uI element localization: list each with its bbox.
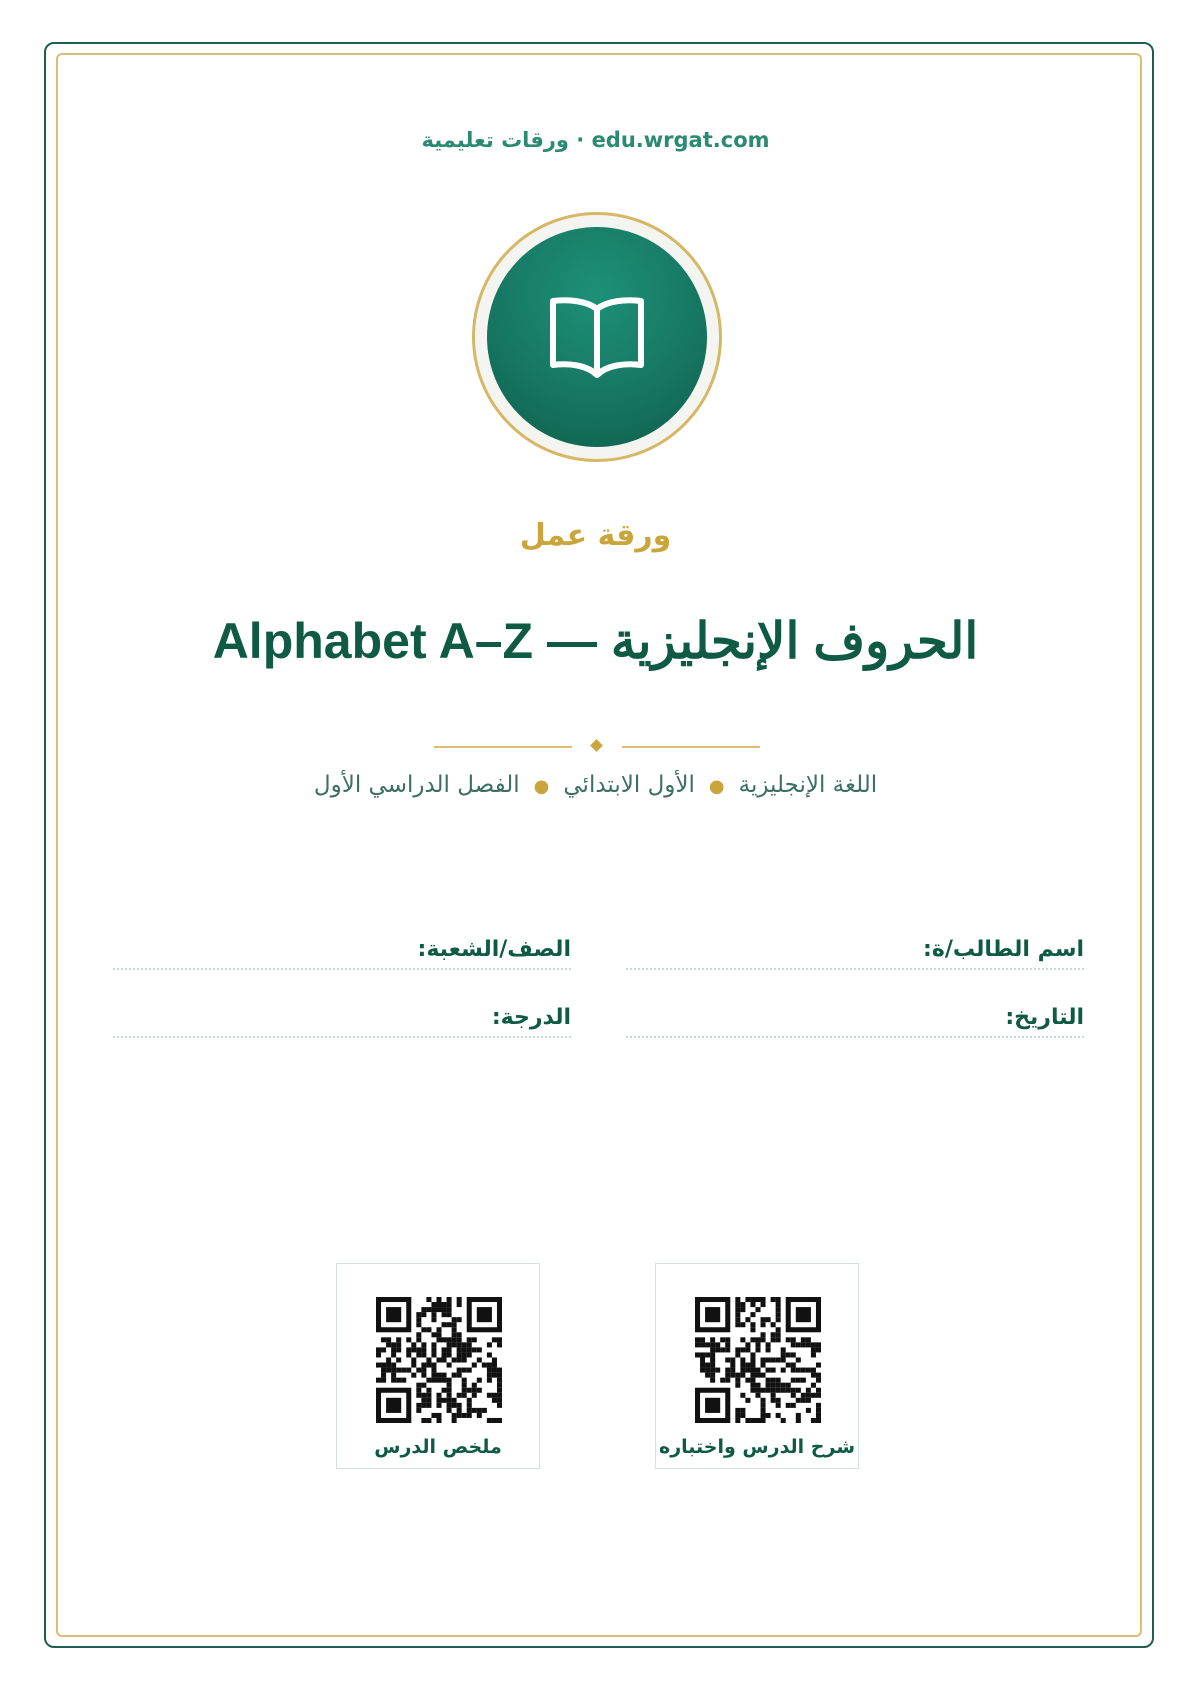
- qr-caption-explanation: شرح الدرس واختباره: [658, 1436, 856, 1458]
- student-name-field[interactable]: [626, 932, 1084, 970]
- site-header: edu.wrgat.com · ورقات تعليمية: [421, 128, 770, 152]
- class-section-label: الصف/الشعبة:: [417, 937, 571, 962]
- emblem: [487, 227, 707, 447]
- grade-label: الدرجة:: [491, 1005, 571, 1030]
- qr-caption-summary: ملخص الدرس: [374, 1436, 502, 1458]
- bullet-icon: ●: [708, 776, 725, 797]
- qr-code-icon: [695, 1297, 821, 1423]
- worksheet-label: ورقة عمل: [519, 518, 672, 553]
- divider-line-left: [434, 746, 572, 748]
- meta-line: [0, 772, 1191, 798]
- class-section-field[interactable]: [113, 932, 571, 970]
- bullet-icon: ●: [533, 776, 550, 797]
- student-name-label: اسم الطالب/ة:: [923, 937, 1084, 962]
- date-field[interactable]: [626, 1000, 1084, 1038]
- date-label: التاريخ:: [1005, 1005, 1084, 1030]
- page-title: الحروف الإنجليزية — Alphabet A–Z: [212, 613, 979, 669]
- qr-card-explanation[interactable]: [655, 1263, 859, 1469]
- qr-card-summary[interactable]: [336, 1263, 540, 1469]
- meta-term: الفصل الدراسي الأول: [313, 772, 520, 798]
- meta-grade: الأول الابتدائي: [563, 772, 695, 798]
- meta-subject: اللغة الإنجليزية: [738, 772, 878, 798]
- qr-code-icon: [376, 1297, 502, 1423]
- divider-line-right: [622, 746, 760, 748]
- open-book-icon: [547, 295, 647, 381]
- grade-field[interactable]: [113, 1000, 571, 1038]
